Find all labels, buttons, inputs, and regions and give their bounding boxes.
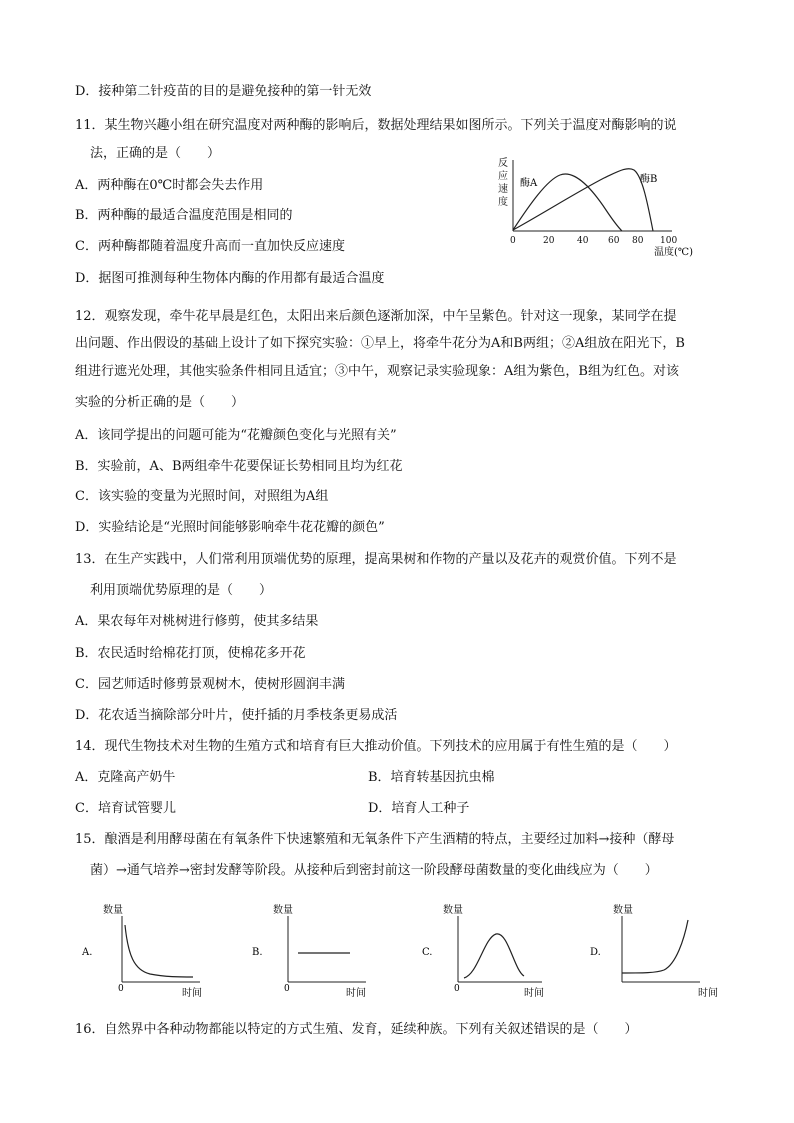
- chart-ylabel-2: 应: [498, 171, 508, 182]
- graph-b-option-label: B.: [252, 947, 263, 958]
- chart-tick-40: 40: [577, 236, 589, 246]
- graph-b-ylabel: 数量: [273, 905, 293, 916]
- q14-option-a: A．克隆高产奶牛: [75, 770, 176, 785]
- chart-ylabel-3: 速: [498, 184, 508, 195]
- q13-option-d: D．花农适当摘除部分叶片，使扦插的月季枝条更易成活: [75, 708, 398, 723]
- q14-option-b: B．培育转基因抗虫棉: [368, 770, 495, 785]
- q13-option-c: C．园艺师适时修剪景观树木，使树形圆润丰满: [75, 677, 345, 692]
- q15-stem-line1: 15．酿酒是利用酵母菌在有氧条件下快速繁殖和无氧条件下产生酒精的特点，主要经过加料→接种（酵母: [75, 832, 675, 847]
- q12-option-d: D．实验结论是“光照时间能够影响牵牛花花瓣的颜色”: [75, 520, 385, 535]
- graph-d-ylabel: 数量: [613, 905, 633, 916]
- q12-option-b: B．实验前，A、B两组牵牛花要保证长势相同且均为红花: [75, 459, 403, 474]
- q15-graph-d: [588, 900, 728, 1000]
- enzyme-b-label: 酶B: [640, 174, 658, 185]
- q11-option-c: C．两种酶都随着温度升高而一直加快反应速度: [75, 239, 345, 254]
- enzyme-a-label: 酶A: [520, 178, 538, 189]
- q12-stem-line4: 实验的分析正确的是（ ）: [75, 395, 245, 410]
- chart-tick-100: 100: [660, 236, 678, 246]
- graph-c-option-label: C.: [422, 947, 433, 958]
- q14-stem: 14．现代生物技术对生物的生殖方式和培育有巨大推动价值。下列技术的应用属于有性生殖的是（ ）: [75, 739, 677, 754]
- q11-option-b: B．两种酶的最适合温度范围是相同的: [75, 208, 293, 223]
- q11-stem-line1: 11．某生物兴趣小组在研究温度对两种酶的影响后，数据处理结果如图所示。下列关于温度对酶影响的说: [75, 118, 677, 133]
- chart-tick-80: 80: [632, 236, 644, 246]
- q15-stem-line2: 菌）→通气培养→密封发酵等阶段。从接种后到密封前这一阶段酵母菌数量的变化曲线应为（ ）: [90, 863, 658, 878]
- graph-a-curve: [125, 925, 193, 977]
- chart-tick-20: 20: [543, 236, 555, 246]
- graph-d-xlabel: 时间: [698, 988, 718, 999]
- q14-option-d: D．培育人工种子: [368, 801, 470, 816]
- chart-ylabel-1: 反: [498, 158, 508, 169]
- graph-c-ylabel: 数量: [443, 905, 463, 916]
- q12-stem-line1: 12．观察发现，牵牛花早晨是红色，太阳出来后颜色逐渐加深，中午呈紫色。针对这一现象，某同学在提: [75, 309, 677, 324]
- chart-xlabel: 温度(℃): [654, 247, 693, 258]
- graph-a-option-label: A.: [82, 947, 93, 958]
- graph-a-origin: 0: [118, 984, 124, 994]
- graph-a-xlabel: 时间: [182, 988, 202, 999]
- enzyme-temperature-chart: [492, 152, 702, 262]
- graph-d-option-label: D.: [590, 947, 601, 958]
- graph-b-origin: 0: [284, 984, 290, 994]
- q12-option-a: A．该同学提出的问题可能为“花瓣颜色变化与光照有关”: [75, 428, 397, 443]
- q12-stem-line3: 组进行遮光处理，其他实验条件相同且适宜；③中午，观察记录实验现象：A组为紫色，B组为红色。对该: [75, 364, 679, 379]
- q15-graph-b: [250, 900, 380, 1000]
- q11-option-a: A．两种酶在0℃时都会失去作用: [75, 178, 264, 193]
- graph-c-origin: 0: [454, 984, 460, 994]
- graph-d-curve: [622, 920, 688, 973]
- chart-ylabel-4: 度: [498, 197, 508, 208]
- q15-graph-a: [80, 900, 210, 1000]
- q11-stem-line2: 法，正确的是（ ）: [90, 146, 221, 161]
- graph-a-ylabel: 数量: [103, 905, 123, 916]
- q12-stem-line2: 出问题、作出假设的基础上设计了如下探究实验：①早上，将牵牛花分为A和B两组；②A组放在阳光下，B: [75, 336, 685, 351]
- q13-option-b: B．农民适时给棉花打顶，使棉花多开花: [75, 646, 306, 661]
- q15-graph-c: [420, 900, 555, 1000]
- q12-option-c: C．该实验的变量为光照时间，对照组为A组: [75, 489, 329, 504]
- q13-option-a: A．果农每年对桃树进行修剪，使其多结果: [75, 614, 319, 629]
- graph-c-xlabel: 时间: [524, 988, 544, 999]
- q10-option-d: D．接种第二针疫苗的目的是避免接种的第一针无效: [75, 84, 372, 99]
- q14-option-c: C．培育试管婴儿: [75, 801, 176, 816]
- chart-tick-0: 0: [510, 236, 516, 246]
- graph-b-xlabel: 时间: [346, 988, 366, 999]
- q13-stem-line1: 13．在生产实践中，人们常利用顶端优势的原理，提高果树和作物的产量以及花卉的观赏价值。下列不是: [75, 552, 677, 567]
- q11-option-d: D．据图可推测每种生物体内酶的作用都有最适合温度: [75, 271, 385, 286]
- graph-c-curve: [464, 934, 524, 978]
- q13-stem-line2: 利用顶端优势原理的是（ ）: [90, 583, 273, 598]
- chart-tick-60: 60: [608, 236, 620, 246]
- q16-stem: 16．自然界中各种动物都能以特定的方式生殖、发育，延续种族。下列有关叙述错误的是（ ）: [75, 1022, 638, 1037]
